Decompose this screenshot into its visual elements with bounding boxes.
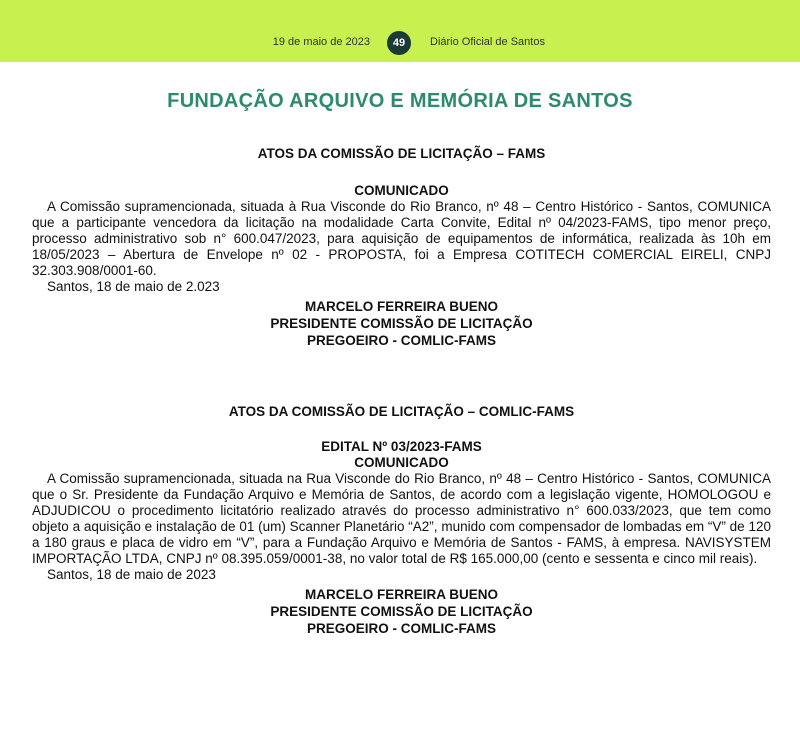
notice-section-2 xyxy=(32,404,771,637)
notice-subheading: COMUNICADO xyxy=(354,183,449,198)
notice-section-1 xyxy=(32,146,771,349)
signer-title: PRESIDENTE COMISSÃO DE LICITAÇÃO xyxy=(270,604,533,619)
signer-name: MARCELO FERREIRA BUENO xyxy=(304,299,498,314)
header-bar xyxy=(0,0,800,62)
section-heading: ATOS DA COMISSÃO DE LICITAÇÃO – FAMS xyxy=(257,146,546,161)
signer-role: PREGOEIRO - COMLIC-FAMS xyxy=(307,333,496,348)
notice-body: A Comissão supramencionada, situada à Rua Visconde do Rio Branco, nº 48 – Centro Histórico - Santos, COMUNICA que a participante vencedora da licitação na modalidade Carta Convite, Edital nº 04/2023-FAMS, tipo menor preço, processo administrativo sob n° 600.047/2023, para aquisição de equipamentos de informática, realizada às 10h em 18/05/2023 – Abertura de Envelope nº 02 - PROPOSTA, foi a Empresa COTITECH COMERCIAL EIRELI, CNPJ 32.303.908/0001-60. xyxy=(32,199,771,278)
notice-body: A Comissão supramencionada, situada na Rua Visconde do Rio Branco, nº 48 – Centro Histórico - Santos, COMUNICA que o Sr. Presidente da Fundação Arquivo e Memória de Santos, de acordo com a legislação vigente, HOMOLOGOU e ADJUDICOU o procedimento licitatório realizado através do processo administrativo n° 600.033/2023, que tem como objeto a aquisição e instalação de 01 (um) Scanner Planetário “A2”, munido com compensador de lombadas em “V” de 120 a 180 graus e placa de vidro em “V”, para a Fundação Arquivo e Memória de Santos - FAMS, à empresa. NAVISYSTEM IMPORTAÇÃO LTDA, CNPJ nº 08.395.059/0001-38, no valor total de R$ 165.000,00 (cento e sessenta e cinco mil reais). xyxy=(32,471,771,566)
signer-name: MARCELO FERREIRA BUENO xyxy=(304,587,498,602)
notice-date: Santos, 18 de maio de 2023 xyxy=(47,567,216,582)
signer-role: PREGOEIRO - COMLIC-FAMS xyxy=(307,621,496,636)
notice-subheading: COMUNICADO xyxy=(354,455,449,470)
page-number-badge: 49 xyxy=(387,31,411,55)
signer-title: PRESIDENTE COMISSÃO DE LICITAÇÃO xyxy=(270,316,533,331)
page-title: FUNDAÇÃO ARQUIVO E MEMÓRIA DE SANTOS xyxy=(167,90,633,112)
journal-name: Diário Oficial de Santos xyxy=(430,36,545,48)
notice-date: Santos, 18 de maio de 2.023 xyxy=(47,279,220,294)
header-date: 19 de maio de 2023 xyxy=(272,36,370,48)
section-heading: ATOS DA COMISSÃO DE LICITAÇÃO – COMLIC-FAMS xyxy=(228,404,575,419)
edital-heading: EDITAL Nº 03/2023-FAMS xyxy=(321,439,482,454)
